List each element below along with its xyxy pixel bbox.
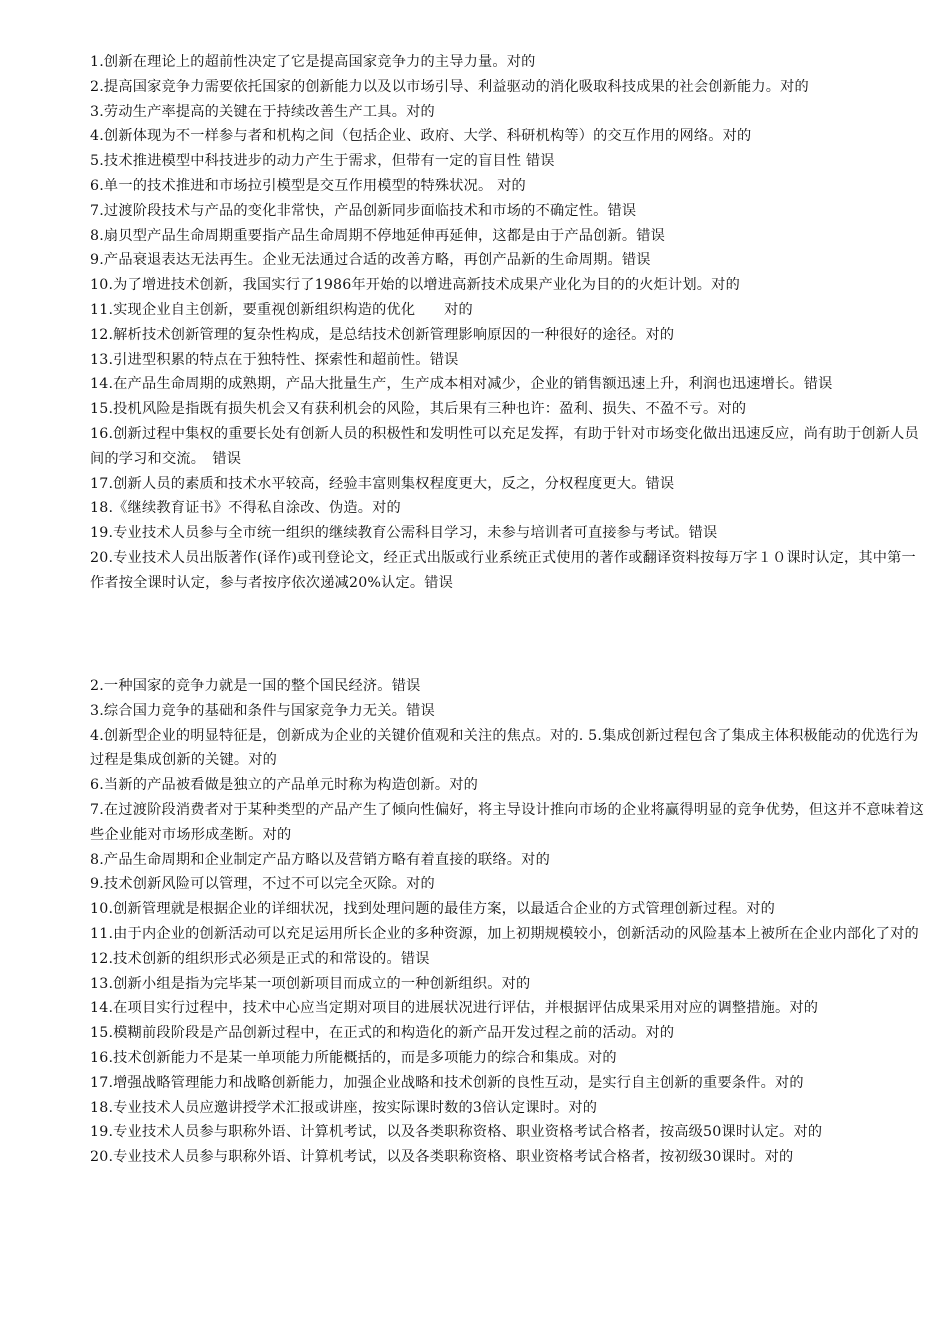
list-item: 10.创新管理就是根据企业的详细状况，找到处理问题的最佳方案，以最适合企业的方式管理创新过程。对的: [90, 901, 775, 918]
list-item: 17.创新人员的素质和技术水平较高，经验丰富则集权程度更大，反之，分权程度更大。错误: [90, 475, 675, 492]
list-item: 18.《继续教育证书》不得私自涂改、伪造。对的: [90, 500, 401, 517]
list-item: 6.单一的技术推进和市场拉引模型是交互作用模型的特殊状况。 对的: [90, 177, 526, 194]
list-item: 16.技术创新能力不是某一单项能力所能概括的，而是多项能力的综合和集成。对的: [90, 1049, 617, 1066]
list-item: 12.技术创新的组织形式必须是正式的和常设的。错误: [90, 950, 430, 967]
list-item: 13.引进型积累的特点在于独特性、探索性和超前性。错误: [90, 351, 459, 368]
list-item: 4.创新体现为不一样参与者和机构之间（包括企业、政府、大学、科研机构等）的交互作用的网络。对的: [90, 128, 752, 145]
list-item: 10.为了增进技术创新，我国实行了1986年开始的以增进高新技术成果产业化为目的的火炬计划。对的: [90, 277, 740, 294]
list-item: 14.在项目实行过程中，技术中心应当定期对项目的进展状况进行评估，并根据评估成果采用对应的调整措施。对的: [90, 1000, 819, 1017]
list-item: 19.专业技术人员参与全市统一组织的继续教育公需科目学习，未参与培训者可直接参与考试。错误: [90, 525, 718, 542]
list-item: 15.投机风险是指既有损失机会又有获利机会的风险，其后果有三种也许：盈利、损失、不盈不亏。对的: [90, 401, 747, 418]
list-item: 18.专业技术人员应邀讲授学术汇报或讲座，按实际课时数的3倍认定课时。对的: [90, 1099, 598, 1116]
list-item: 11.实现企业自主创新，要重视创新组织构造的优化 对的: [90, 301, 473, 318]
list-item: 2.提高国家竞争力需要依托国家的创新能力以及以市场引导、利益驱动的消化吸取科技成果的社会创新能力。对的: [90, 78, 809, 95]
question-list-part-1: [90, 50, 925, 596]
list-item: 14.在产品生命周期的成熟期，产品大批量生产，生产成本相对减少，企业的销售额迅速上升，利润也迅速增长。错误: [90, 376, 833, 393]
list-item: 8.扇贝型产品生命周期重要指产品生命周期不停地延伸再延伸，这都是由于产品创新。错误: [90, 227, 666, 244]
list-item: 5.技术推进模型中科技进步的动力产生于需求，但带有一定的盲目性 错误: [90, 153, 555, 170]
list-item: 17.增强战略管理能力和战略创新能力，加强企业战略和技术创新的良性互动，是实行自主创新的重要条件。对的: [90, 1074, 804, 1091]
list-item: 7.过渡阶段技术与产品的变化非常快，产品创新同步面临技术和市场的不确定性。错误: [90, 202, 637, 219]
list-item: 9.技术创新风险可以管理，不过不可以完全灭除。对的: [90, 876, 435, 893]
list-item: 15.模糊前段阶段是产品创新过程中，在正式的和构造化的新产品开发过程之前的活动。对的: [90, 1025, 675, 1042]
list-item: 20.专业技术人员参与职称外语、计算机考试，以及各类职称资格、职业资格考试合格者，按初级30课时。对的: [90, 1149, 794, 1166]
list-item: 16.创新过程中集权的重要长处有创新人员的积极性和发明性可以充足发挥，有助于针对市场变化做出迅速反应，尚有助于创新人员间的学习和交流。 错误: [90, 425, 919, 467]
list-item: 13.创新小组是指为完毕某一项创新项目而成立的一种创新组织。对的: [90, 975, 531, 992]
list-item: 12.解析技术创新管理的复杂性构成，是总结技术创新管理影响原因的一种很好的途径。对的: [90, 326, 675, 343]
list-item: 4.创新型企业的明显特征是，创新成为企业的关键价值观和关注的焦点。对的. 5.集成创新过程包含了集成主体积极能动的优选行为过程是集成创新的关键。对的: [90, 727, 919, 769]
list-item: 9.产品衰退表达无法再生。企业无法通过合适的改善方略，再创产品新的生命周期。错误: [90, 252, 651, 269]
list-item: 19.专业技术人员参与职称外语、计算机考试，以及各类职称资格、职业资格考试合格者，按高级50课时认定。对的: [90, 1124, 823, 1141]
list-item: 1.创新在理论上的超前性决定了它是提高国家竞争力的主导力量。对的: [90, 54, 536, 70]
list-item: 20.专业技术人员出版著作(译作)或刊登论文，经正式出版或行业系统正式使用的著作或翻译资料按每万字１０课时认定，其中第一作者按全课时认定，参与者按序依次递减20%认定。错误: [90, 549, 916, 591]
list-item: 2.一种国家的竞争力就是一国的整个国民经济。错误: [90, 678, 421, 694]
list-item: 8.产品生命周期和企业制定产品方略以及营销方略有着直接的联络。对的: [90, 851, 550, 868]
list-item: 6.当新的产品被看做是独立的产品单元时称为构造创新。对的: [90, 777, 479, 794]
list-item: 11.由于内企业的创新活动可以充足运用所长企业的多种资源，加上初期规模较小，创新活动的风险基本上被所在企业内部化了对的: [90, 925, 919, 942]
question-list-part-2: [90, 674, 925, 1170]
list-item: 3.劳动生产率提高的关键在于持续改善生产工具。对的: [90, 103, 435, 120]
list-item: 7.在过渡阶段消费者对于某种类型的产品产生了倾向性偏好，将主导设计推向市场的企业将赢得明显的竞争优势，但这并不意味着这些企业能对市场形成垄断。对的: [90, 801, 925, 843]
list-item: 3.综合国力竞争的基础和条件与国家竞争力无关。错误: [90, 702, 435, 719]
